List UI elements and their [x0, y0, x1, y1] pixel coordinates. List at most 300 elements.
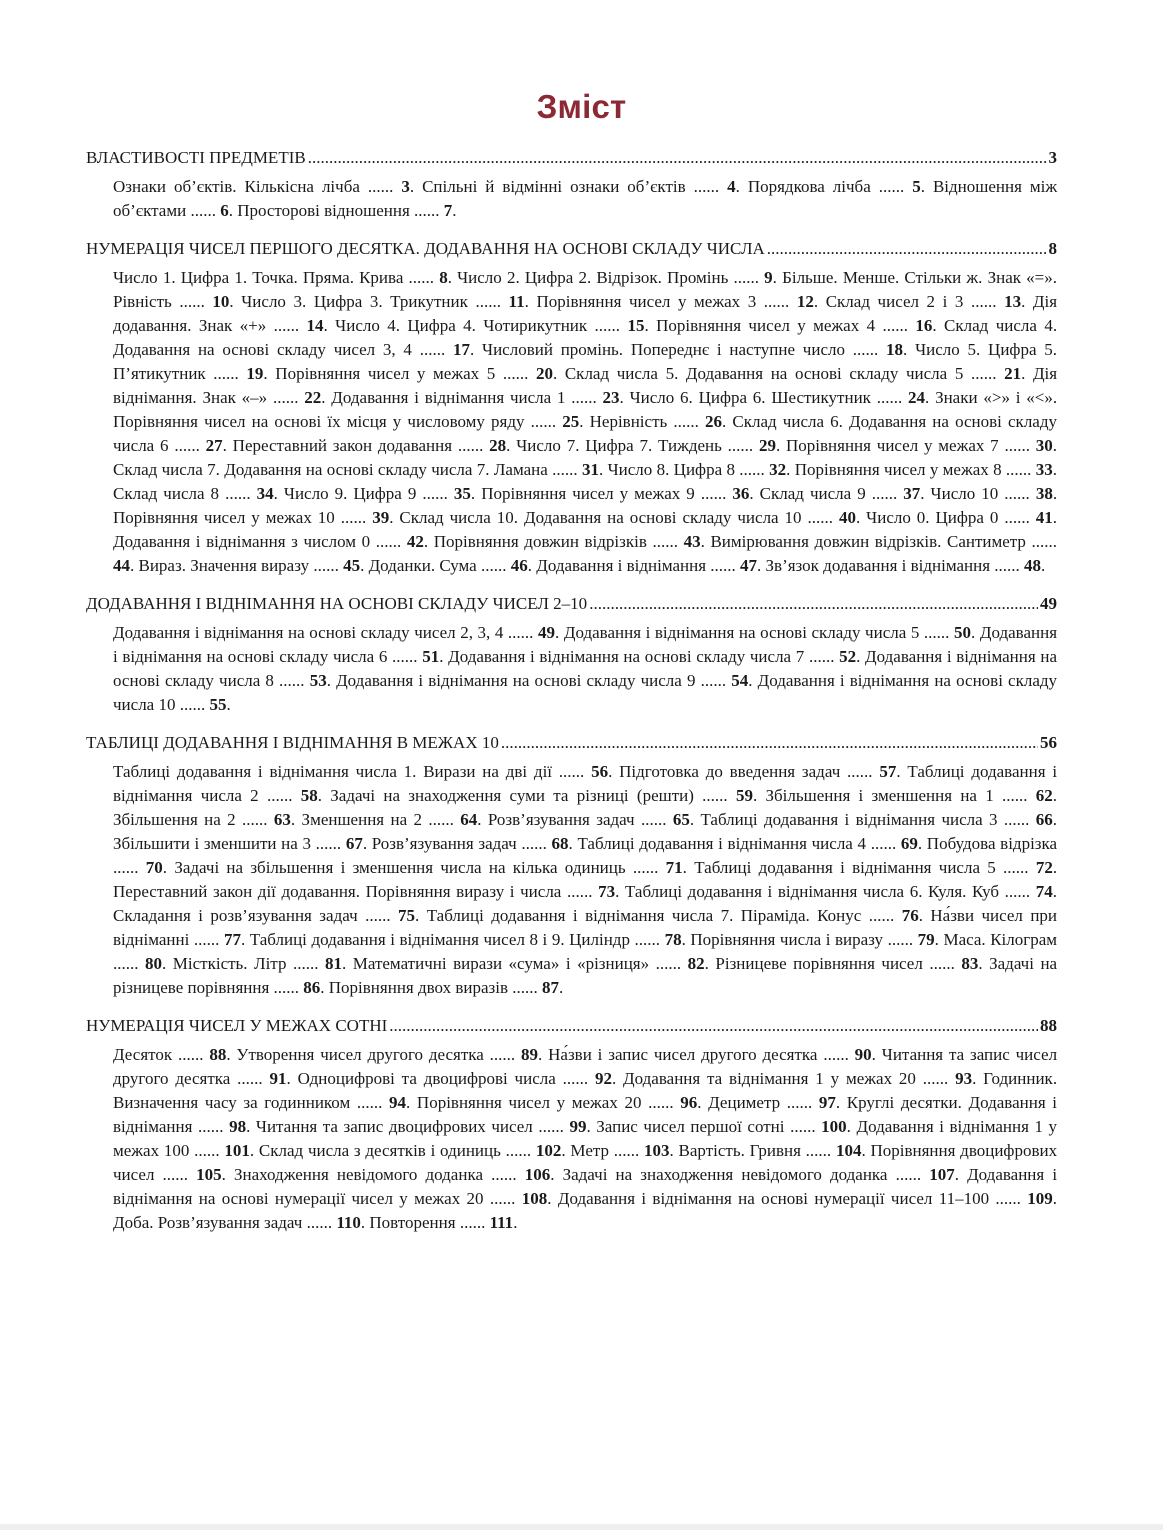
toc-entry: Читання та запис чисел другого десятка ...... 91.: [113, 1045, 1058, 1088]
entry-title: Порядкова лічба: [747, 177, 871, 196]
toc-entry: Додавання і віднімання на основі складу числа 6 ...... 51.: [113, 623, 1058, 666]
entry-title: Склад числа 7. Додавання на основі складу числа 7. Ламана: [113, 460, 548, 479]
entry-page-number: 87: [542, 978, 560, 997]
entry-page-number: 56: [591, 762, 609, 781]
entry-title: Порівняння чисел у межах 10: [113, 508, 335, 527]
toc-entry: Різницеве порівняння чисел ...... 83.: [715, 954, 990, 973]
section-heading: НУМЕРАЦІЯ ЧИСЕЛ У МЕЖАХ СОТНІ: [86, 1016, 388, 1035]
entry-title: Число 3. Цифра 3. Трикутник: [241, 292, 468, 311]
entry-title: Склад числа 5. Додавання на основі складу числа 5: [564, 364, 964, 383]
toc-entry: Порівняння двох виразів ...... 87.: [328, 978, 564, 997]
entry-title: Склад числа 6. Додавання на основі складу числа 6: [113, 412, 1057, 455]
section-page-number: 3: [1048, 148, 1057, 167]
entry-page-number: 104: [835, 1141, 862, 1160]
toc-entry: Таблиці додавання і віднімання числа 4 ...... 69.: [577, 834, 927, 853]
entry-page-number: 16: [915, 316, 933, 335]
entry-page-number: 42: [406, 532, 424, 551]
toc-entry: Вираз. Значення виразу ...... 45.: [138, 556, 369, 575]
toc-entry: Збільшення на 2 ...... 63.: [113, 810, 302, 829]
toc-entry: Порівняння чисел у межах 8 ...... 33.: [794, 460, 1058, 479]
toc-entry: Просторові відношення ...... 7.: [237, 201, 457, 220]
entry-title: Додавання і віднімання числа 1: [331, 388, 566, 407]
entry-page-number: 62: [1035, 786, 1053, 805]
section-heading-row: [86, 146, 1057, 170]
entry-page-number: 25: [562, 412, 580, 431]
entry-title: Таблиці додавання і віднімання числа 7. Піраміда. Конус: [426, 906, 862, 925]
entry-title: Таблиці додавання і віднімання числа 1. Вирази на дві дії: [113, 762, 553, 781]
entry-page-number: 45: [343, 556, 361, 575]
entry-page-number: 83: [961, 954, 979, 973]
toc-entry: Відношення між об’єктами ...... 6.: [113, 177, 1058, 220]
toc-entry: Задачі на різницеве порівняння ...... 86.: [113, 954, 1058, 997]
entry-title: Склад числа 9: [759, 484, 866, 503]
entry-page-number: 20: [535, 364, 553, 383]
entry-page-number: 54: [731, 671, 749, 690]
entry-title: Вартість. Гривня: [678, 1141, 801, 1160]
toc-entry: Порівняння чисел у межах 9 ...... 36.: [481, 484, 760, 503]
entry-page-number: 36: [732, 484, 750, 503]
entry-page-number: 75: [398, 906, 416, 925]
toc-entry: Додавання і віднімання 1 у межах 100 ...... 101.: [113, 1117, 1058, 1160]
entry-page-number: 46: [510, 556, 528, 575]
entry-page-number: 89: [521, 1045, 539, 1064]
entry-title: Десяток: [113, 1045, 173, 1064]
entry-title: Знаки «>» і «<». Порівняння чисел на основі їх місця у числовому ряду: [113, 388, 1058, 431]
entry-title: Склад чисел 2 і 3: [825, 292, 964, 311]
entry-title: Порівняння чисел у межах 8: [794, 460, 1002, 479]
entry-page-number: 81: [324, 954, 342, 973]
entry-title: Задачі на знаходження суми та різниці (решти): [330, 786, 694, 805]
entry-page-number: 23: [602, 388, 620, 407]
entry-page-number: 76: [901, 906, 919, 925]
entry-title: Порівняння чисел у межах 7: [786, 436, 999, 455]
toc-entry: Додавання і віднімання на основі нумерації чисел у межах 20 ...... 108.: [113, 1165, 1058, 1208]
entry-title: Склад числа 4. Додавання на основі складу чисел 3, 4: [113, 316, 1058, 359]
entry-title: Таблиці додавання і віднімання числа 6. Куля. Куб: [624, 882, 1000, 901]
entry-page-number: 103: [644, 1141, 670, 1160]
toc-section: [86, 731, 1057, 1000]
toc-entry: Утворення чисел другого десятка ...... 89.: [236, 1045, 549, 1064]
section-heading: ВЛАСТИВОСТІ ПРЕДМЕТІВ: [86, 148, 306, 167]
entry-page-number: 88: [209, 1045, 227, 1064]
toc-entry: Збільшити і зменшити на 3 ...... 67.: [113, 834, 372, 853]
entry-title: Дія додавання. Знак «+»: [113, 292, 1058, 335]
toc-entry: Годинник. Визначення часу за годинником ...... 94.: [113, 1069, 1058, 1112]
entry-title: Задачі на різницеве порівняння: [113, 954, 1058, 997]
toc-entry: Більше. Менше. Стільки ж. Знак «=». Рівність ...... 10.: [113, 268, 1057, 311]
toc-entry: Доба. Розв’язування задач ...... 110.: [113, 1213, 370, 1232]
toc-entry: Число 0. Цифра 0 ...... 41.: [866, 508, 1058, 527]
toc-entry: Круглі десятки. Додавання і віднімання ...... 98.: [113, 1093, 1058, 1136]
entry-page-number: 24: [908, 388, 926, 407]
section-heading: ТАБЛИЦІ ДОДАВАННЯ І ВІДНІМАННЯ В МЕЖАХ 10: [86, 733, 499, 752]
toc-entry: Переставний закон додавання ...... 28.: [232, 436, 517, 455]
entry-title: Додавання і віднімання на основі нумерації чисел 11–100: [557, 1189, 990, 1208]
entry-page-number: 96: [680, 1093, 698, 1112]
entry-page-number: 7: [443, 201, 453, 220]
entry-page-number: 26: [705, 412, 723, 431]
entry-title: Додавання і віднімання на основі складу числа 9: [336, 671, 696, 690]
table-of-contents: [86, 146, 1057, 1235]
entry-title: Більше. Менше. Стільки ж. Знак «=». Рівність: [113, 268, 1057, 311]
toc-entry: Склад числа 7. Додавання на основі складу числа 7. Ламана ...... 31.: [113, 460, 608, 479]
toc-entry: Задачі на знаходження суми та різниці (решти) ...... 59.: [330, 786, 766, 805]
toc-entry: Нерівність ...... 26.: [589, 412, 733, 431]
entry-title: Доба. Розв’язування задач: [113, 1213, 303, 1232]
entry-title: Знаходження невідомого доданка: [234, 1165, 484, 1184]
entry-title: Склад числа 10. Додавання на основі складу числа 10: [399, 508, 802, 527]
entry-title: Додавання та віднімання 1 у межах 20: [623, 1069, 916, 1088]
toc-section: [86, 146, 1057, 223]
entry-page-number: 6: [220, 201, 229, 220]
entry-page-number: 37: [903, 484, 921, 503]
entry-page-number: 44: [113, 556, 130, 575]
entry-page-number: 11: [508, 292, 525, 311]
toc-entry: Порівняння чисел у межах 3 ...... 12.: [536, 292, 826, 311]
entry-page-number: 93: [955, 1069, 973, 1088]
entry-page-number: 102: [535, 1141, 562, 1160]
entry-page-number: 13: [1004, 292, 1022, 311]
entry-title: Математичні вирази «сума» і «різниця»: [352, 954, 650, 973]
entry-title: Спільні й відмінні ознаки об’єктів: [422, 177, 686, 196]
toc-entry: Склад числа 6. Додавання на основі складу числа 6 ...... 27.: [113, 412, 1057, 455]
entry-title: Різницеве порівняння чисел: [715, 954, 923, 973]
toc-entry: Число 5. Цифра 5. П’ятикутник ...... 19.: [113, 340, 1058, 383]
toc-entry: Таблиці додавання і віднімання числа 6. Куля. Куб ...... 74.: [624, 882, 1057, 901]
entry-title: Дія віднімання. Знак «–»: [113, 364, 1058, 407]
entry-page-number: 73: [598, 882, 616, 901]
toc-entry: Додавання і віднімання ...... 47.: [536, 556, 766, 575]
entry-page-number: 91: [269, 1069, 287, 1088]
entry-page-number: 30: [1035, 436, 1053, 455]
toc-entry: Число 6. Цифра 6. Шестикутник ...... 24.: [629, 388, 936, 407]
entry-page-number: 27: [205, 436, 223, 455]
toc-entry: Задачі на знаходження невідомого доданка ...... 107.: [562, 1165, 968, 1184]
toc-entry: Зменшення на 2 ...... 64.: [301, 810, 488, 829]
entry-title: Переставний закон додавання: [232, 436, 453, 455]
entry-page-number: 52: [839, 647, 857, 666]
entry-title: Число 1. Цифра 1. Точка. Пряма. Крива: [113, 268, 404, 287]
entry-title: Вираз. Значення виразу: [138, 556, 310, 575]
entry-page-number: 9: [764, 268, 773, 287]
entry-page-number: 110: [336, 1213, 361, 1232]
entry-title: Число 4. Цифра 4. Чотирикутник: [335, 316, 588, 335]
entry-title: Переставний закон дії додавання. Порівняння виразу і числа: [113, 882, 562, 901]
entry-page-number: 100: [821, 1117, 847, 1136]
toc-entry: Знаходження невідомого доданка ...... 106.: [234, 1165, 563, 1184]
page-title: Зміст: [536, 88, 627, 125]
entry-title: Підготовка до введення задач: [619, 762, 841, 781]
entry-title: Таблиці додавання і віднімання числа 4: [577, 834, 867, 853]
entry-title: Зв’язок додавання і віднімання: [765, 556, 991, 575]
section-heading-row: [86, 1014, 1057, 1038]
entry-page-number: 57: [879, 762, 897, 781]
toc-entry: Склад чисел 2 і 3 ...... 13.: [825, 292, 1033, 311]
entry-title: Порівняння двоцифрових чисел: [113, 1141, 1058, 1184]
entry-title: Порівняння двох виразів: [328, 978, 509, 997]
entry-page-number: 74: [1035, 882, 1053, 901]
section-heading: ДОДАВАННЯ І ВІДНІМАННЯ НА ОСНОВІ СКЛАДУ ЧИСЕЛ 2–10: [86, 594, 588, 613]
toc-entry: Порівняння чисел у межах 5 ...... 20.: [275, 364, 565, 383]
entry-title: Метр: [570, 1141, 609, 1160]
entry-title: Розв’язування задач: [371, 834, 517, 853]
entry-title: Додавання і віднімання на основі складу числа 10: [113, 671, 1058, 714]
entry-title: Нерівність: [589, 412, 668, 431]
entry-page-number: 34: [256, 484, 274, 503]
section-entries: [113, 621, 1057, 717]
toc-entry: Вимірювання довжин відрізків. Сантиметр ...... 44.: [113, 532, 1058, 575]
toc-entry: Число 9. Цифра 9 ...... 35.: [283, 484, 482, 503]
toc-entry: Дія віднімання. Знак «–» ...... 22.: [113, 364, 1058, 407]
toc-entry: На́зви і запис чисел другого десятка ...... 90.: [548, 1045, 882, 1064]
entry-title: Таблиці додавання і віднімання числа 3: [700, 810, 998, 829]
entry-title: Доданки. Сума: [368, 556, 477, 575]
toc-entry: Побудова відрізка ...... 70.: [113, 834, 1058, 877]
entry-page-number: 108: [521, 1189, 548, 1208]
section-entries: [113, 175, 1057, 223]
entry-title: Задачі на знаходження невідомого доданка: [562, 1165, 888, 1184]
toc-entry: Порівняння числа і виразу ...... 79.: [690, 930, 944, 949]
toc-section: [86, 592, 1057, 717]
toc-entry: Склад числа 4. Додавання на основі складу чисел 3, 4 ...... 17.: [113, 316, 1058, 359]
toc-entry: Спільні й відмінні ознаки об’єктів ...... 4.: [422, 177, 748, 196]
toc-entry: Математичні вирази «сума» і «різниця» ...... 82.: [352, 954, 716, 973]
toc-entry: Число 3. Цифра 3. Трикутник ...... 11.: [241, 292, 537, 311]
toc-entry: Збільшення і зменшення на 1 ...... 62.: [765, 786, 1058, 805]
entry-title: Числовий промінь. Попереднє і наступне число: [482, 340, 845, 359]
entry-title: Додавання і віднімання на основі складу числа 5: [563, 623, 920, 642]
toc-entry: Додавання та віднімання 1 у межах 20 ...... 93.: [623, 1069, 984, 1088]
section-page-number: 88: [1040, 1016, 1057, 1035]
entry-title: Додавання і віднімання з числом 0: [113, 532, 371, 551]
entry-page-number: 99: [569, 1117, 587, 1136]
toc-entry: Підготовка до введення задач ...... 57.: [619, 762, 908, 781]
entry-title: Вимірювання довжин відрізків. Сантиметр: [710, 532, 1026, 551]
toc-entry: Число 2. Цифра 2. Відрізок. Промінь ...... 9.: [457, 268, 783, 287]
entry-title: Одноцифрові та двоцифрові числа: [297, 1069, 556, 1088]
entry-page-number: 28: [489, 436, 507, 455]
entry-page-number: 107: [929, 1165, 955, 1184]
entry-title: Читання та запис чисел другого десятка: [113, 1045, 1058, 1088]
entry-page-number: 111: [489, 1213, 514, 1232]
entry-page-number: 48: [1024, 556, 1042, 575]
toc-entry: Склад числа 8 ...... 34.: [113, 484, 284, 503]
toc-entry: Число 4. Цифра 4. Чотирикутник ...... 15.: [335, 316, 657, 335]
dot-leader: [767, 237, 1047, 261]
entry-page-number: 92: [594, 1069, 612, 1088]
entry-page-number: 22: [304, 388, 322, 407]
entry-page-number: 77: [223, 930, 241, 949]
toc-entry: Порівняння чисел у межах 4 ...... 16.: [656, 316, 945, 335]
entry-title: Порівняння числа і виразу: [690, 930, 884, 949]
entry-title: Число 9. Цифра 9: [283, 484, 417, 503]
toc-section: [86, 1014, 1057, 1235]
toc-entry: Число 10 ...... 38.: [930, 484, 1058, 503]
entry-title: Повторення: [369, 1213, 456, 1232]
entry-title: Число 5. Цифра 5. П’ятикутник: [113, 340, 1058, 383]
entry-page-number: 17: [453, 340, 470, 359]
toc-entry: Порівняння чисел у межах 7 ...... 30.: [786, 436, 1058, 455]
entry-title: Додавання і віднімання на основі нумерації чисел у межах 20: [113, 1165, 1058, 1208]
entry-page-number: 14: [306, 316, 324, 335]
entry-title: Збільшення на 2: [113, 810, 236, 829]
entry-page-number: 21: [1004, 364, 1022, 383]
entry-title: Просторові відношення: [237, 201, 410, 220]
entry-page-number: 53: [309, 671, 327, 690]
entry-page-number: 32: [769, 460, 787, 479]
toc-entry: Запис чисел першої сотні ...... 100.: [596, 1117, 857, 1136]
entry-title: Круглі десятки. Додавання і віднімання: [113, 1093, 1058, 1136]
entry-title: Зменшення на 2: [301, 810, 423, 829]
entry-page-number: 51: [422, 647, 440, 666]
entry-title: Додавання і віднімання на основі складу числа 8: [113, 647, 1058, 690]
toc-entry: Порівняння чисел у межах 10 ...... 39.: [113, 508, 400, 527]
toc-entry: Складання і розв’язування задач ...... 75.: [113, 906, 427, 925]
toc-entry: Порівняння чисел у межах 20 ...... 96.: [416, 1093, 709, 1112]
entry-page-number: 50: [954, 623, 972, 642]
entry-page-number: 63: [273, 810, 291, 829]
entry-title: Число 6. Цифра 6. Шестикутник: [629, 388, 871, 407]
dot-leader: [501, 731, 1038, 755]
entry-page-number: 15: [627, 316, 645, 335]
entry-page-number: 4: [727, 177, 736, 196]
entry-page-number: 19: [246, 364, 264, 383]
toc-entry: Додавання і віднімання на основі складу числа 7 ...... 52.: [448, 647, 866, 666]
toc-section: [86, 237, 1057, 578]
toc-entry: Знаки «>» і «<». Порівняння чисел на основі їх місця у числовому ряду ...... 25.: [113, 388, 1058, 431]
entry-page-number: 41: [1035, 508, 1053, 527]
entry-page-number: 101: [224, 1141, 250, 1160]
section-page-number: 49: [1040, 594, 1057, 613]
entry-page-number: 64: [460, 810, 478, 829]
entry-title: Відношення між об’єктами: [113, 177, 1058, 220]
entry-page-number: 3: [401, 177, 410, 196]
toc-entry: Вартість. Гривня ...... 104.: [678, 1141, 871, 1160]
entry-title: Місткість. Літр: [172, 954, 287, 973]
entry-title: Склад числа з десятків і одиниць: [258, 1141, 501, 1160]
section-entries: [113, 760, 1057, 1000]
toc-entry: Склад числа 10. Додавання на основі складу числа 10 ...... 40.: [399, 508, 867, 527]
toc-entry: Число 8. Цифра 8 ...... 32.: [607, 460, 795, 479]
entry-page-number: 49: [538, 623, 556, 642]
toc-entry: Додавання і віднімання на основі складу числа 9 ...... 54.: [336, 671, 758, 690]
entry-title: Утворення чисел другого десятка: [236, 1045, 484, 1064]
toc-entry: Порівняння довжин відрізків ...... 43.: [433, 532, 711, 551]
entry-page-number: 31: [581, 460, 599, 479]
entry-page-number: 79: [917, 930, 935, 949]
entry-page-number: 97: [818, 1093, 836, 1112]
toc-entry: Доданки. Сума ...... 46.: [368, 556, 537, 575]
entry-page-number: 10: [212, 292, 230, 311]
entry-title: Додавання і віднімання 1 у межах 100: [113, 1117, 1058, 1160]
toc-entry: Метр ...... 103.: [570, 1141, 679, 1160]
toc-entry: Числовий промінь. Попереднє і наступне число ...... 18.: [482, 340, 916, 359]
entry-page-number: 66: [1035, 810, 1053, 829]
entry-title: Порівняння довжин відрізків: [433, 532, 647, 551]
entry-title: Число 10: [930, 484, 999, 503]
entry-title: Число 7. Цифра 7. Тиждень: [516, 436, 722, 455]
toc-entry: Читання та запис двоцифрових чисел ...... 99.: [255, 1117, 597, 1136]
toc-entry: Таблиці додавання і віднімання числа 2 ...... 58.: [113, 762, 1058, 805]
toc-entry: На́зви чисел при відніманні ...... 77.: [113, 906, 1058, 949]
entry-title: Додавання і віднімання на основі складу чисел 2, 3, 4: [113, 623, 504, 642]
entry-page-number: 29: [758, 436, 776, 455]
section-heading-row: [86, 592, 1057, 616]
entry-title: Порівняння чисел у межах 5: [275, 364, 496, 383]
entry-page-number: 35: [453, 484, 471, 503]
section-page-number: 8: [1048, 239, 1057, 258]
section-heading-row: [86, 731, 1057, 755]
toc-entry: Таблиці додавання і віднімання числа 7. Піраміда. Конус ...... 76.: [426, 906, 931, 925]
entry-title: Збільшення і зменшення на 1: [765, 786, 994, 805]
entry-title: Таблиці додавання і віднімання числа 2: [113, 762, 1058, 805]
entry-page-number: 80: [145, 954, 163, 973]
toc-entry: Задачі на збільшення і зменшення числа на кілька одиниць ...... 71.: [174, 858, 695, 877]
entry-title: Ознаки об’єктів. Кількісна лічба: [113, 177, 360, 196]
entry-page-number: 69: [900, 834, 918, 853]
entry-page-number: 72: [1035, 858, 1053, 877]
toc-entry: Таблиці додавання і віднімання чисел 8 і 9. Циліндр ...... 78.: [249, 930, 691, 949]
toc-entry: Одноцифрові та двоцифрові числа ...... 92.: [297, 1069, 624, 1088]
toc-entry: Додавання і віднімання на основі складу числа 8 ...... 53.: [113, 647, 1058, 690]
entry-page-number: 109: [1027, 1189, 1053, 1208]
entry-page-number: 47: [740, 556, 758, 575]
entry-title: Порівняння чисел у межах 3: [536, 292, 757, 311]
dot-leader: [589, 592, 1038, 616]
entry-page-number: 58: [300, 786, 318, 805]
entry-page-number: 71: [665, 858, 683, 877]
section-heading: НУМЕРАЦІЯ ЧИСЕЛ ПЕРШОГО ДЕСЯТКА. ДОДАВАННЯ НА ОСНОВІ СКЛАДУ ЧИСЛА: [86, 239, 765, 258]
entry-page-number: 39: [372, 508, 390, 527]
entry-title: Число 0. Цифра 0: [866, 508, 999, 527]
toc-entry: Десяток ...... 88.: [113, 1045, 237, 1064]
entry-title: Таблиці додавання і віднімання чисел 8 і 9. Циліндр: [249, 930, 630, 949]
entry-page-number: 65: [672, 810, 690, 829]
entry-title: Додавання і віднімання на основі складу числа 7: [448, 647, 805, 666]
entry-page-number: 67: [345, 834, 363, 853]
toc-entry: Таблиці додавання і віднімання числа 3 ...... 66.: [700, 810, 1058, 829]
section-heading-row: [86, 237, 1057, 261]
entry-page-number: 68: [551, 834, 569, 853]
toc-entry: Додавання і віднімання на основі складу числа 10 ...... 55.: [113, 671, 1058, 714]
entry-title: Задачі на збільшення і зменшення числа на кілька одиниць: [174, 858, 626, 877]
entry-title: Розв’язування задач: [487, 810, 635, 829]
entry-title: Склад числа 8: [113, 484, 220, 503]
toc-entry: Таблиці додавання і віднімання числа 1. Вирази на дві дії ...... 56.: [113, 762, 620, 781]
entry-page-number: 8: [439, 268, 448, 287]
entry-title: Порівняння чисел у межах 20: [416, 1093, 642, 1112]
entry-title: Порівняння чисел у межах 4: [656, 316, 876, 335]
toc-entry: Додавання і віднімання числа 1 ...... 23.: [331, 388, 630, 407]
dot-leader: [308, 146, 1047, 170]
section-entries: [113, 1043, 1057, 1235]
entry-page-number: 59: [735, 786, 753, 805]
entry-page-number: 86: [303, 978, 321, 997]
entry-title: На́зви чисел при відніманні: [113, 906, 1058, 949]
toc-entry: Число 7. Цифра 7. Тиждень ...... 29.: [516, 436, 787, 455]
entry-title: Таблиці додавання і віднімання числа 5: [694, 858, 996, 877]
toc-entry: Дециметр ...... 97.: [708, 1093, 847, 1112]
entry-page-number: 18: [886, 340, 904, 359]
toc-entry: Додавання і віднімання з числом 0 ...... 42.: [113, 532, 434, 551]
section-entries: [113, 266, 1057, 578]
entry-page-number: 40: [838, 508, 856, 527]
entry-title: Годинник. Визначення часу за годинником: [113, 1069, 1058, 1112]
entry-title: Складання і розв’язування задач: [113, 906, 358, 925]
entry-page-number: 33: [1035, 460, 1053, 479]
toc-entry: Склад числа 9 ...... 37.: [759, 484, 931, 503]
toc-entry: Дія додавання. Знак «+» ...... 14.: [113, 292, 1058, 335]
